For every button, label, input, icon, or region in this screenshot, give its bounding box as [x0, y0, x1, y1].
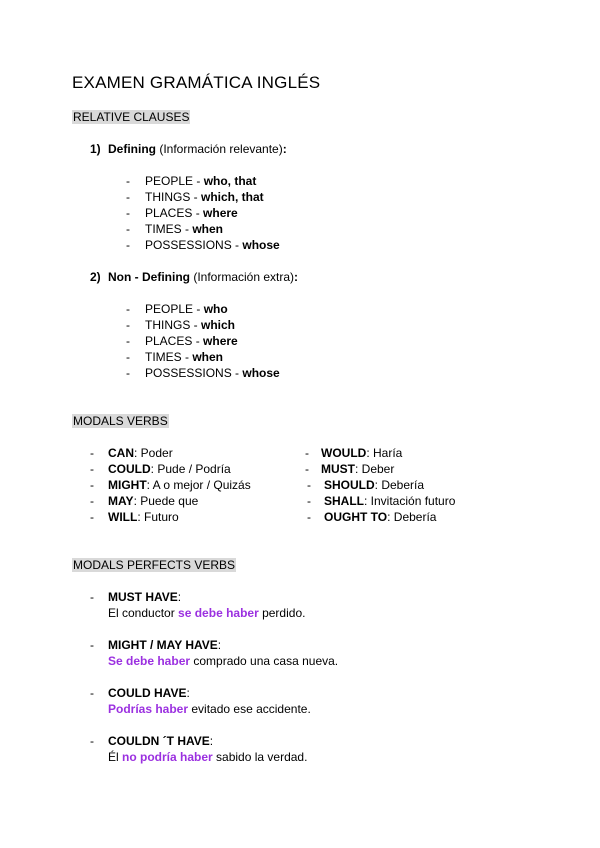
list-dash: -	[305, 462, 309, 476]
list-dash: -	[90, 462, 94, 476]
perfect-verb: COULDN ´T HAVE	[108, 734, 210, 748]
modal-item	[108, 510, 179, 524]
modal-verb: MAY	[108, 494, 134, 508]
list-dash: -	[126, 302, 130, 316]
nondefining-colon: :	[294, 270, 299, 284]
example-post: perdido.	[258, 606, 306, 620]
modal-verb: MIGHT	[108, 478, 147, 492]
item-term: PLACES -	[145, 206, 204, 220]
modal-meaning: : Debería	[374, 478, 425, 492]
section-heading-relative-clauses: RELATIVE CLAUSES	[73, 110, 190, 124]
list-dash: -	[90, 494, 94, 508]
list-item	[145, 190, 264, 204]
list-number: 2)	[90, 270, 101, 284]
perfect-verb-heading	[108, 638, 221, 652]
defining-desc: (Información relevante)	[156, 142, 283, 156]
item-term: TIMES -	[145, 350, 193, 364]
list-dash: -	[126, 174, 130, 188]
example-highlight: no podría haber	[122, 750, 213, 764]
item-term: POSSESSIONS -	[145, 366, 243, 380]
defining-heading	[108, 142, 287, 156]
modal-verb: SHALL	[324, 494, 364, 508]
modal-verb: SHOULD	[324, 478, 375, 492]
list-dash: -	[307, 494, 311, 508]
modal-meaning: : Puede que	[133, 494, 199, 508]
item-term: PLACES -	[145, 334, 204, 348]
perfect-verb-heading	[108, 590, 181, 604]
item-value: when	[192, 350, 224, 364]
modal-meaning: : Debería	[387, 510, 437, 524]
perfect-colon: :	[209, 734, 214, 748]
page-title: EXAMEN GRAMÁTICA INGLÉS	[72, 73, 321, 92]
item-value: who	[203, 302, 228, 316]
perfect-example	[108, 750, 307, 764]
example-highlight: Podrías haber	[108, 702, 189, 716]
example-post: evitado ese accidente.	[188, 702, 311, 716]
list-number: 1)	[90, 142, 101, 156]
modal-item	[321, 446, 402, 460]
list-dash: -	[90, 638, 94, 652]
list-dash: -	[126, 222, 130, 236]
list-item	[145, 206, 238, 220]
modal-verb: WILL	[108, 510, 138, 524]
item-value: whose	[242, 238, 280, 252]
list-dash: -	[126, 318, 130, 332]
list-dash: -	[126, 238, 130, 252]
modal-verb: MUST	[321, 462, 355, 476]
list-item	[145, 302, 228, 316]
item-term: TIMES -	[145, 222, 193, 236]
item-term: THINGS -	[145, 318, 201, 332]
item-value: where	[203, 206, 238, 220]
perfect-example	[108, 654, 338, 668]
item-value: whose	[242, 366, 280, 380]
list-item	[145, 238, 280, 252]
modal-meaning: : Pude / Podría	[150, 462, 231, 476]
list-dash: -	[305, 446, 309, 460]
modal-verb: WOULD	[321, 446, 367, 460]
defining-label: Defining	[108, 142, 156, 156]
perfect-verb: MUST HAVE	[108, 590, 178, 604]
modal-item	[108, 446, 173, 460]
perfect-colon: :	[217, 638, 222, 652]
section-heading-modals-perfects-verbs: MODALS PERFECTS VERBS	[73, 558, 236, 572]
list-item	[145, 366, 280, 380]
item-value: which	[201, 318, 236, 332]
list-dash: -	[90, 590, 94, 604]
list-dash: -	[90, 734, 94, 748]
list-dash: -	[90, 686, 94, 700]
modal-verb: COULD	[108, 462, 151, 476]
list-dash: -	[90, 478, 94, 492]
perfect-colon: :	[177, 590, 182, 604]
section-heading-modals-verbs: MODALS VERBS	[73, 414, 168, 428]
list-dash: -	[307, 478, 311, 492]
perfect-verb-heading	[108, 734, 213, 748]
modal-item	[321, 462, 394, 476]
list-dash: -	[126, 206, 130, 220]
list-dash: -	[126, 334, 130, 348]
list-dash: -	[90, 446, 94, 460]
modal-meaning: : A o mejor / Quizás	[146, 478, 251, 492]
list-dash: -	[126, 350, 130, 364]
list-dash: -	[90, 510, 94, 524]
item-value: which, that	[201, 190, 264, 204]
example-post: comprado una casa nueva.	[190, 654, 339, 668]
modal-item	[324, 494, 455, 508]
perfect-verb-heading	[108, 686, 190, 700]
modal-item	[324, 510, 436, 524]
example-highlight: Se debe haber	[108, 654, 191, 668]
defining-colon: :	[282, 142, 287, 156]
list-item	[145, 334, 238, 348]
nondefining-desc: (Información extra)	[189, 270, 295, 284]
example-highlight: se debe haber	[178, 606, 259, 620]
item-value: where	[203, 334, 238, 348]
item-value: who, that	[203, 174, 257, 188]
example-pre: El conductor	[108, 606, 179, 620]
perfect-colon: :	[186, 686, 190, 700]
modal-item	[108, 478, 251, 492]
nondefining-heading	[108, 270, 298, 284]
list-item	[145, 222, 223, 236]
modal-meaning: : Haría	[366, 446, 403, 460]
perfect-example	[108, 702, 311, 716]
modal-meaning: : Invitación futuro	[364, 494, 456, 508]
item-value: when	[192, 222, 224, 236]
modal-verb: CAN	[108, 446, 134, 460]
example-post: sabido la verdad.	[212, 750, 308, 764]
modal-verb: OUGHT TO	[324, 510, 388, 524]
list-item	[145, 174, 256, 188]
perfect-verb: MIGHT / MAY HAVE	[108, 638, 218, 652]
example-pre: Él	[108, 750, 123, 764]
modal-item	[324, 478, 424, 492]
modal-item	[108, 462, 231, 476]
list-item	[145, 350, 223, 364]
modal-meaning: : Poder	[134, 446, 173, 460]
list-item	[145, 318, 235, 332]
item-term: THINGS -	[145, 190, 201, 204]
item-term: PEOPLE -	[145, 302, 204, 316]
list-dash: -	[126, 190, 130, 204]
list-dash: -	[126, 366, 130, 380]
modal-item	[108, 494, 198, 508]
item-term: POSSESSIONS -	[145, 238, 243, 252]
perfect-verb: COULD HAVE	[108, 686, 187, 700]
perfect-example	[108, 606, 305, 620]
modal-meaning: : Futuro	[137, 510, 179, 524]
nondefining-label: Non - Defining	[108, 270, 190, 284]
modal-meaning: : Deber	[355, 462, 395, 476]
list-dash: -	[307, 510, 311, 524]
item-term: PEOPLE -	[145, 174, 204, 188]
